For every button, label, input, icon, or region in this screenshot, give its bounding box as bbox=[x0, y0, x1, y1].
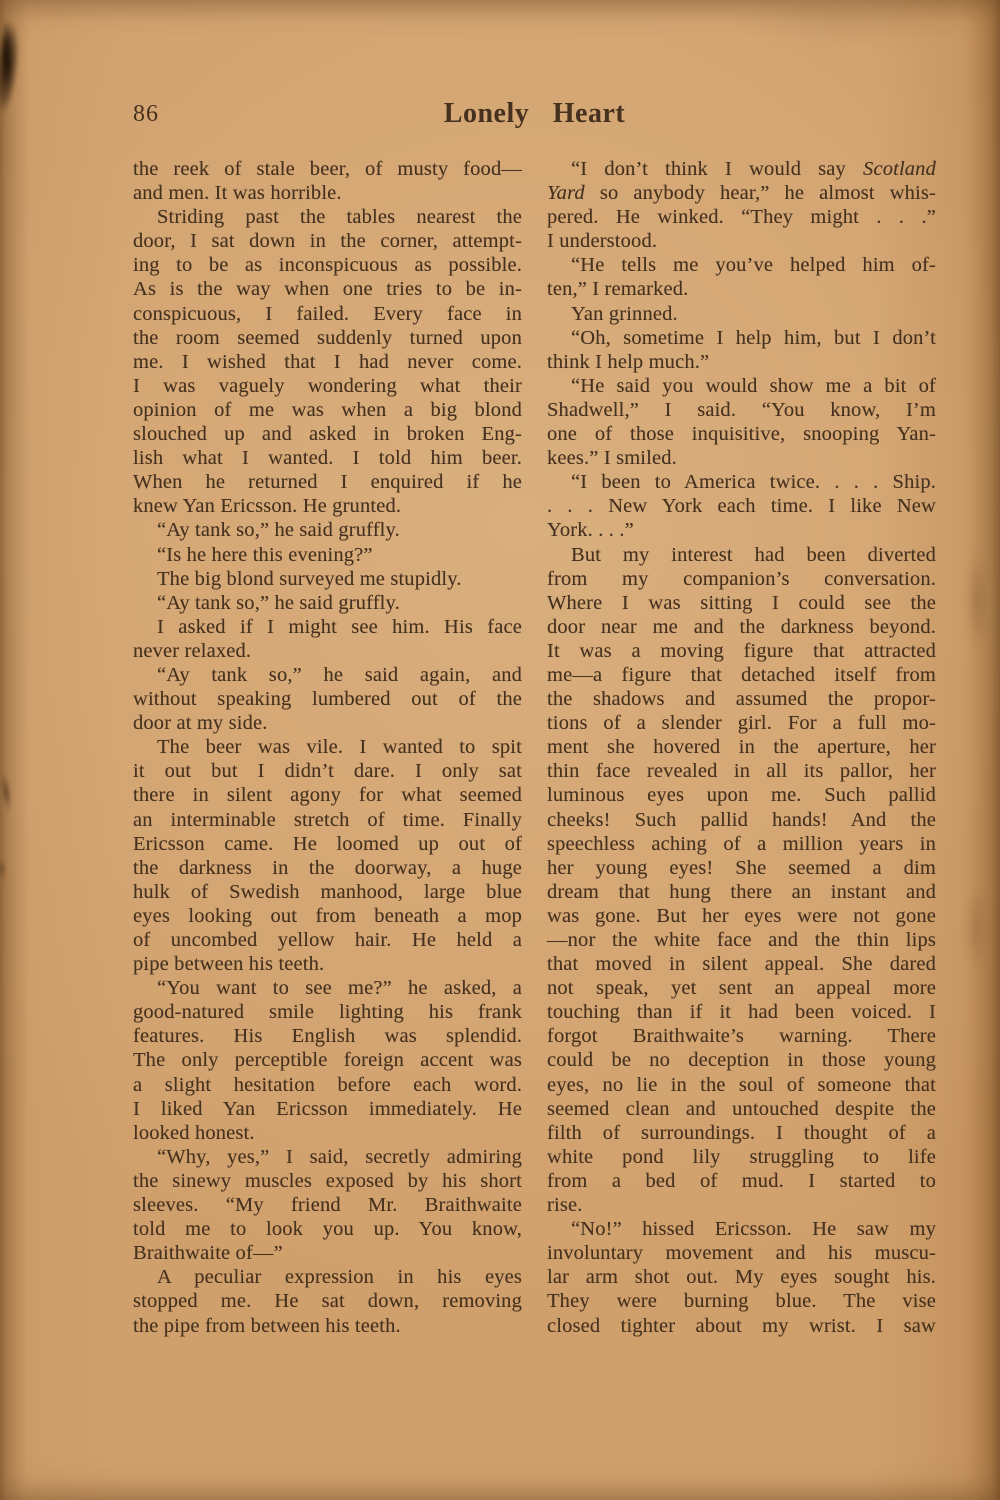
text-line: “Why, yes,” I said, secretly admiring bbox=[157, 1145, 522, 1168]
text-line: Braithwaite of—” bbox=[133, 1242, 283, 1265]
text-line: door at my side. bbox=[133, 712, 268, 735]
running-header bbox=[133, 98, 936, 132]
text-line: the sinewy muscles exposed by his short bbox=[133, 1169, 522, 1192]
text-line: ing to be as inconspicuous as possible. bbox=[133, 254, 522, 277]
text-line: looked honest. bbox=[133, 1121, 255, 1144]
text-line: rise. bbox=[547, 1194, 583, 1217]
text-line: closed tighter about my wrist. I saw bbox=[547, 1314, 936, 1337]
text-line: I was vaguely wondering what their bbox=[133, 374, 522, 397]
text-line: “Ay tank so,” he said again, and bbox=[157, 663, 522, 686]
text-line: was gone. But her eyes were not gone bbox=[547, 904, 936, 927]
text-line: the darkness in the doorway, a huge bbox=[133, 856, 522, 879]
text-line: seemed clean and untouched despite the bbox=[547, 1097, 936, 1120]
text-line: the shadows and assumed the propor- bbox=[547, 688, 936, 711]
text-line: “I been to America twice. . . . Ship. bbox=[571, 471, 936, 494]
text-line: The beer was vile. I wanted to spit bbox=[157, 736, 522, 759]
text-line: They were burning blue. The vise bbox=[547, 1290, 936, 1313]
text-line: of uncombed yellow hair. He held a bbox=[133, 929, 522, 951]
text-line: “Oh, sometime I help him, but I don’t bbox=[571, 326, 936, 349]
text-line: tions of a slender girl. For a full mo- bbox=[547, 712, 936, 735]
text-line: “Ay tank so,” he said gruffly. bbox=[157, 519, 400, 542]
text-line: me. I wished that I had never come. bbox=[133, 350, 522, 373]
text-line: from a bed of mud. I started to bbox=[547, 1169, 936, 1192]
text-line: think I help much.” bbox=[547, 350, 710, 373]
text-line: “He said you would show me a bit of bbox=[571, 374, 936, 397]
text-line: opinion of me was when a big blond bbox=[133, 398, 522, 421]
text-line: pipe between his teeth. bbox=[133, 953, 325, 976]
text-line: me—a figure that detached itself from bbox=[547, 663, 936, 686]
text-line: Yard so anybody hear,” he almost whis- bbox=[547, 182, 936, 205]
text-line: not speak, yet sent an appeal more bbox=[547, 977, 936, 1000]
text-line: “He tells me you’ve helped him of- bbox=[571, 254, 936, 277]
text-line: dream that hung there an instant and bbox=[547, 880, 936, 903]
text-line: A peculiar expression in his eyes bbox=[157, 1266, 522, 1289]
text-line: cheeks! Such pallid hands! And the bbox=[547, 808, 936, 831]
text-line: The big blond surveyed me stupidly. bbox=[157, 567, 462, 590]
text-line: conspicuous, I failed. Every face in bbox=[133, 302, 522, 325]
running-title: Lonely Heart bbox=[443, 98, 626, 129]
edge-stain bbox=[0, 771, 14, 812]
left-column bbox=[133, 157, 522, 1338]
text-line: from my companion’s conversation. bbox=[547, 567, 936, 590]
text-line: Ericsson came. He loomed up out of bbox=[133, 832, 522, 855]
text-line: involuntary movement and his muscu- bbox=[547, 1242, 936, 1265]
text-line: luminous eyes upon me. Such pallid bbox=[547, 784, 936, 807]
text-line: “No!” hissed Ericsson. He saw my bbox=[571, 1218, 936, 1241]
text-line: features. His English was splendid. bbox=[133, 1025, 522, 1048]
page-number: 86 bbox=[133, 101, 159, 127]
text-line: When he returned I enquired if he bbox=[133, 471, 522, 494]
text-line: thin face revealed in all its pallor, her bbox=[547, 760, 936, 783]
text-line: a slight hesitation before each word. bbox=[133, 1073, 522, 1096]
edge-stain bbox=[966, 550, 988, 650]
text-line: Yan grinned. bbox=[571, 302, 678, 325]
text-line: that moved in silent appeal. She dared bbox=[547, 953, 936, 976]
text-line: Striding past the tables nearest the bbox=[157, 206, 522, 229]
text-line: “You want to see me?” he asked, a bbox=[157, 977, 522, 1000]
text-line: speechless aching of a million years in bbox=[547, 832, 936, 855]
text-line: I asked if I might see him. His face bbox=[157, 615, 522, 638]
text-line: slouched up and asked in broken Eng- bbox=[133, 423, 522, 446]
text-line: without speaking lumbered out of the bbox=[133, 688, 522, 711]
text-line: door, I sat down in the corner, attempt- bbox=[133, 230, 522, 253]
text-line: never relaxed. bbox=[133, 639, 252, 662]
paper-mottling bbox=[740, 0, 960, 50]
text-line: the reek of stale beer, of musty food— bbox=[133, 158, 522, 180]
text-line: lar arm shot out. My eyes sought his. bbox=[547, 1266, 936, 1289]
text-line: forgot Braithwaite’s warning. There bbox=[547, 1025, 936, 1048]
binding-tear-mark-core bbox=[0, 18, 12, 88]
text-line: York. . . .” bbox=[547, 519, 634, 542]
text-line: “I don’t think I would say Scotland bbox=[571, 158, 936, 180]
text-line: the pipe from between his teeth. bbox=[133, 1314, 401, 1337]
text-line: “Is he here this evening?” bbox=[157, 543, 373, 566]
text-line: it out but I didn’t dare. I only sat bbox=[133, 760, 522, 783]
text-line: The only perceptible foreign accent was bbox=[133, 1049, 522, 1072]
text-line: eyes, no lie in the soul of someone that bbox=[547, 1073, 936, 1096]
text-line: an interminable stretch of time. Finally bbox=[133, 808, 522, 831]
text-line: Where I was sitting I could see the bbox=[547, 591, 936, 614]
text-line: kees.” I smiled. bbox=[547, 447, 677, 470]
text-line: and men. It was horrible. bbox=[133, 182, 342, 205]
text-line: But my interest had been diverted bbox=[571, 543, 936, 566]
text-line: white pond lily struggling to life bbox=[547, 1145, 936, 1168]
text-line: filth of surroundings. I thought of a bbox=[547, 1121, 936, 1144]
text-line: ment she hovered in the aperture, her bbox=[547, 736, 936, 759]
right-column bbox=[547, 157, 936, 1338]
text-line: Shadwell,” I said. “You know, I’m bbox=[547, 398, 936, 421]
text-line: sleeves. “My friend Mr. Braithwaite bbox=[133, 1194, 522, 1217]
text-line: hulk of Swedish manhood, large blue bbox=[133, 880, 522, 903]
text-columns bbox=[133, 157, 936, 1338]
text-line: touching than if it had been voiced. I bbox=[547, 1001, 936, 1024]
text-line: the room seemed suddenly turned upon bbox=[133, 326, 522, 349]
text-line: could be no deception in those young bbox=[547, 1049, 936, 1072]
text-line: lish what I wanted. I told him beer. bbox=[133, 447, 522, 470]
text-line: there in silent agony for what seemed bbox=[133, 784, 522, 807]
edge-stain bbox=[0, 858, 6, 880]
text-line: As is the way when one tries to be in- bbox=[133, 278, 522, 301]
text-line: It was a moving figure that attracted bbox=[547, 639, 936, 662]
text-line: ten,” I remarked. bbox=[547, 278, 689, 301]
text-line: I understood. bbox=[547, 230, 658, 253]
text-line: stopped me. He sat down, removing bbox=[133, 1290, 522, 1313]
text-line: I liked Yan Ericsson immediately. He bbox=[133, 1097, 522, 1120]
text-line: eyes looking out from beneath a mop bbox=[133, 904, 522, 927]
text-line: one of those inquisitive, snooping Yan- bbox=[547, 423, 936, 446]
text-line: her young eyes! She seemed a dim bbox=[547, 856, 936, 879]
text-line: knew Yan Ericsson. He grunted. bbox=[133, 495, 402, 518]
edge-stain bbox=[964, 885, 988, 970]
text-line: pered. He winked. “They might . . .” bbox=[547, 206, 936, 229]
text-line: door near me and the darkness beyond. bbox=[547, 615, 936, 638]
text-line: good-natured smile lighting his frank bbox=[133, 1001, 522, 1024]
text-line: —nor the white face and the thin lips bbox=[547, 929, 936, 951]
text-line: “Ay tank so,” he said gruffly. bbox=[157, 591, 400, 614]
text-line: . . . New York each time. I like New bbox=[547, 495, 936, 518]
text-line: told me to look you up. You know, bbox=[133, 1218, 522, 1241]
